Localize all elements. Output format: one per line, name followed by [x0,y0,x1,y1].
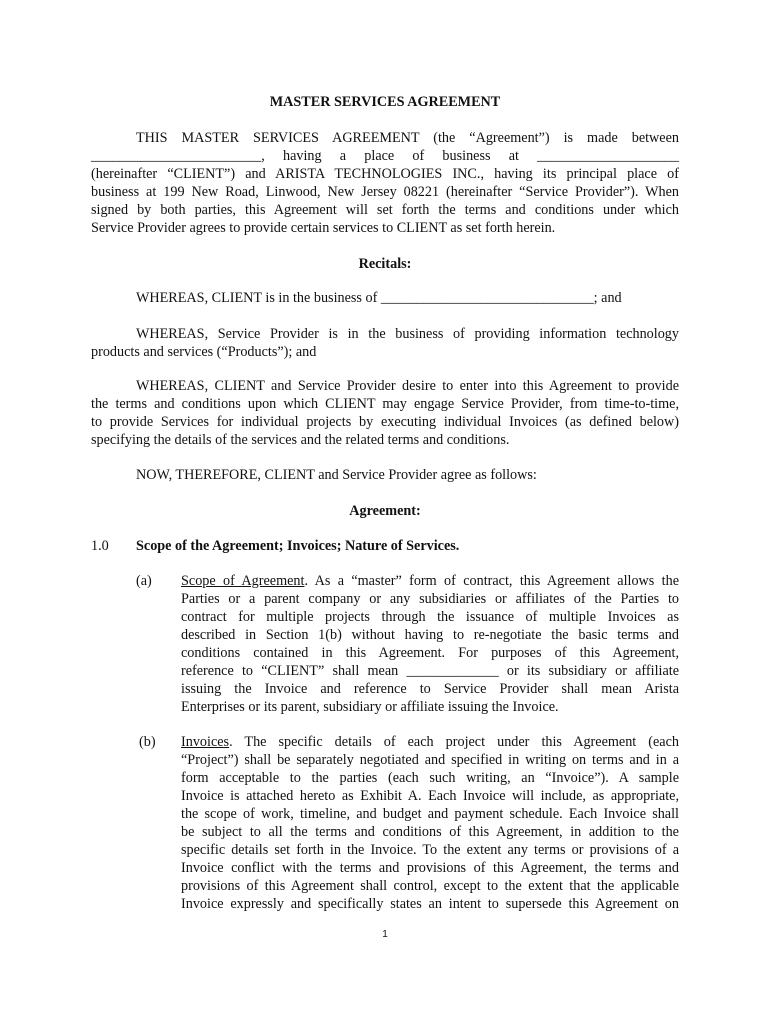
intro-line-4: business at 199 New Road, Linwood, New Jersey 08221 (hereinafter “Service Provider”). When [91,184,679,200]
clause-a-line-6: reference to “CLIENT” shall mean _____________ or its subsidiary or affiliate [181,663,679,679]
clause-a-line-2: Parties or a parent company or any subsidiaries or affiliates of the Parties to [181,591,679,607]
document-title: MASTER SERVICES AGREEMENT [269,94,501,110]
clause-a-line-1 [181,573,679,591]
intro-line-6: Service Provider agrees to provide certain services to CLIENT as set forth herein. [91,220,556,236]
section-number: 1.0 [91,538,109,554]
clause-a-line-3: contract for multiple projects through the issuance of multiple Invoices as [181,609,679,625]
clause-a-line-4: described in Section 1(b) without having to re-negotiate the basic terms and [181,627,679,643]
clause-a-first-rest: . As a “master” form of contract, this Agreement allows the [304,573,680,589]
clause-b-line-8: Invoice conflict with the terms and provisions of this Agreement, the terms and [181,860,679,876]
whereas-2-line-1: WHEREAS, Service Provider is in the business of providing information technology [136,326,679,342]
clause-b-line-4: Invoice is attached hereto as Exhibit A. Each Invoice will include, as appropriate, [181,788,679,804]
clause-b-line-6: be subject to all the terms and conditions of this Agreement, in addition to the [181,824,679,840]
clause-b-heading: Invoices [181,734,230,750]
clause-a-line-5: conditions contained in this Agreement. For purposes of this Agreement, [181,645,679,661]
recitals-heading: Recitals: [358,256,412,272]
page-number: 1 [382,929,388,940]
intro-line-5: signed by both parties, this Agreement will set forth the terms and conditions under which [91,202,679,218]
intro-line-2: ________________________, having a place of business at ____________________ [91,148,679,164]
clause-b-line-3: form acceptable to the parties (each such writing, an “Invoice”). A sample [181,770,679,786]
whereas-2-line-2: products and services (“Products”); and [91,344,317,360]
now-therefore: NOW, THEREFORE, CLIENT and Service Provider agree as follows: [136,467,537,483]
clause-a-marker: (a) [136,573,152,589]
whereas-3-line-2: the terms and conditions upon which CLIENT may engage Service Provider, from time-to-time, [91,396,679,412]
clause-a-line-7: issuing the Invoice and reference to Service Provider shall mean Arista [181,681,679,697]
clause-b-line-7: specific details set forth in the Invoice. To the extent any terms or provisions of a [181,842,679,858]
clause-a-heading: Scope of Agreement [181,573,305,589]
clause-b-line-2: “Project”) shall be separately negotiated and specified in writing on terms and in a [181,752,679,768]
section-title: Scope of the Agreement; Invoices; Nature of Services. [136,538,460,554]
intro-line-3: (hereinafter “CLIENT”) and ARISTA TECHNOLOGIES INC., having its principal place of [91,166,679,182]
clause-b-first-rest: . The specific details of each project under this Agreement (each [229,734,679,750]
clause-b-line-10: Invoice expressly and specifically states an intent to supersede this Agreement on [181,896,679,912]
clause-b-line-1 [181,734,679,752]
clause-b-line-5: the scope of work, timeline, and budget and payment schedule. Each Invoice shall [181,806,679,822]
whereas-3-line-1: WHEREAS, CLIENT and Service Provider desire to enter into this Agreement to provide [136,378,679,394]
clause-b-marker: (b) [139,734,156,750]
intro-line-1: THIS MASTER SERVICES AGREEMENT (the “Agreement”) is made between [136,130,679,146]
agreement-heading: Agreement: [349,503,421,519]
whereas-1: WHEREAS, CLIENT is in the business of ______________________________; and [136,290,622,306]
clause-b-line-9: provisions of this Agreement shall control, except to the extent that the applicable [181,878,679,894]
clause-a-line-8: Enterprises or its parent, subsidiary or affiliate issuing the Invoice. [181,699,559,715]
whereas-3-line-3: to provide Services for individual projects by executing individual Invoices (as defined below) [91,414,679,430]
whereas-3-line-4: specifying the details of the services and the related terms and conditions. [91,432,510,448]
